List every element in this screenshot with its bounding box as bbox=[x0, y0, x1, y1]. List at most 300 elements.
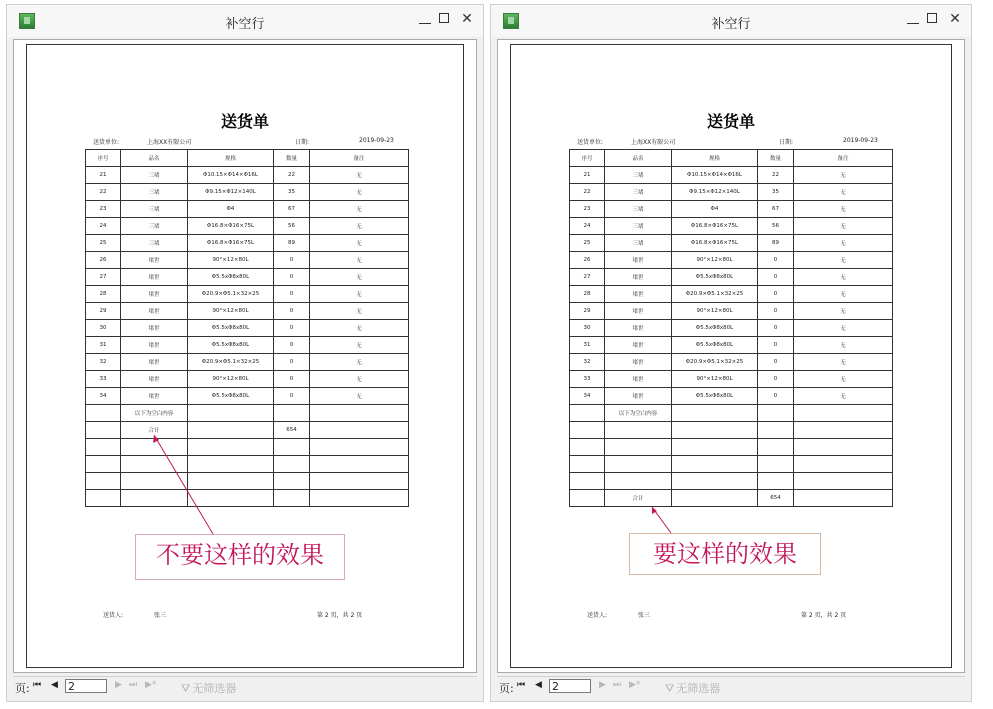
window-title: 补空行 bbox=[711, 17, 751, 32]
page-info: 第 2 页，共 2 页 bbox=[317, 612, 363, 619]
table-cell: 无 bbox=[310, 286, 409, 303]
table-cell: Φ9.15×Φ12×140L bbox=[188, 184, 274, 201]
table-cell: 90°×12×80L bbox=[672, 371, 758, 388]
column-header: 序号 bbox=[570, 150, 605, 167]
table-cell: 67 bbox=[274, 201, 310, 218]
table-cell: 29 bbox=[570, 303, 605, 320]
table-row bbox=[86, 303, 409, 320]
table-cell bbox=[274, 439, 310, 456]
table-cell: 0 bbox=[274, 337, 310, 354]
table-cell: 无 bbox=[310, 371, 409, 388]
table-cell: 无 bbox=[794, 235, 893, 252]
table-cell: 堵世 bbox=[605, 303, 672, 320]
table-cell bbox=[794, 422, 893, 439]
table-cell bbox=[188, 473, 274, 490]
table-cell: 堵世 bbox=[121, 269, 188, 286]
last-page-button[interactable]: ⏭ bbox=[129, 680, 138, 690]
table-cell: 三堵 bbox=[121, 235, 188, 252]
table-cell: 90°×12×80L bbox=[672, 252, 758, 269]
date-label: 日期: bbox=[295, 139, 310, 146]
title-bar bbox=[7, 5, 483, 37]
table-cell: 无 bbox=[794, 269, 893, 286]
table-cell: 56 bbox=[274, 218, 310, 235]
blank-note-row bbox=[86, 405, 409, 422]
table-cell: 28 bbox=[570, 286, 605, 303]
total-row bbox=[86, 422, 409, 439]
table-cell: Φ5.5xΦ8x80L bbox=[672, 320, 758, 337]
table-cell bbox=[794, 456, 893, 473]
table-cell bbox=[121, 490, 188, 507]
document-title: 送货单 bbox=[220, 112, 269, 131]
callout-not-wanted: 不要这样的效果 bbox=[135, 534, 345, 580]
table-cell bbox=[794, 439, 893, 456]
column-header: 序号 bbox=[86, 150, 121, 167]
table-cell: 33 bbox=[86, 371, 121, 388]
table-row bbox=[86, 167, 409, 184]
blank-note-cell: 以下为空白内容 bbox=[121, 405, 188, 422]
table-cell: 26 bbox=[86, 252, 121, 269]
table-cell: 33 bbox=[570, 371, 605, 388]
table-cell: Φ4 bbox=[672, 201, 758, 218]
table-cell bbox=[758, 405, 794, 422]
table-cell bbox=[758, 422, 794, 439]
table-cell: 0 bbox=[274, 303, 310, 320]
unit-value: 上海XX有限公司 bbox=[631, 139, 676, 146]
table-cell: 22 bbox=[86, 184, 121, 201]
table-cell: 0 bbox=[758, 337, 794, 354]
table-row bbox=[570, 184, 893, 201]
table-cell: Φ20.9×Φ5.1×32×25 bbox=[672, 354, 758, 371]
minimize-button[interactable] bbox=[903, 9, 923, 29]
unit-label: 送货单位: bbox=[93, 139, 120, 146]
table-cell: Φ20.9×Φ5.1×32×25 bbox=[188, 354, 274, 371]
empty-row bbox=[570, 422, 893, 439]
document-title: 送货单 bbox=[706, 112, 755, 131]
table-cell: 堵世 bbox=[121, 286, 188, 303]
table-cell bbox=[794, 473, 893, 490]
first-page-button[interactable]: ⏮ bbox=[517, 680, 526, 690]
previous-page-button[interactable]: ◀ bbox=[51, 680, 58, 690]
table-cell bbox=[274, 456, 310, 473]
table-row bbox=[86, 252, 409, 269]
table-row bbox=[570, 371, 893, 388]
table-cell: 堵世 bbox=[605, 320, 672, 337]
table-cell bbox=[570, 456, 605, 473]
close-button[interactable]: ✕ bbox=[461, 11, 473, 27]
table-header-row bbox=[86, 150, 409, 167]
table-cell bbox=[605, 439, 672, 456]
table-cell: 无 bbox=[310, 184, 409, 201]
table-cell: 堵世 bbox=[121, 388, 188, 405]
table-cell: Φ10.15×Φ14×Φ16L bbox=[188, 167, 274, 184]
table-row bbox=[86, 218, 409, 235]
table-cell: 90°×12×80L bbox=[188, 371, 274, 388]
table-row bbox=[570, 354, 893, 371]
table-cell bbox=[188, 422, 274, 439]
maximize-button[interactable] bbox=[923, 9, 943, 29]
table-cell: 三堵 bbox=[121, 184, 188, 201]
table-cell bbox=[605, 456, 672, 473]
table-cell bbox=[86, 405, 121, 422]
table-cell: 无 bbox=[310, 303, 409, 320]
table-cell: 三堵 bbox=[605, 201, 672, 218]
table-cell bbox=[310, 439, 409, 456]
next-page-button[interactable]: ▶ bbox=[599, 680, 606, 690]
table-row bbox=[570, 286, 893, 303]
table-cell bbox=[672, 473, 758, 490]
table-cell: 无 bbox=[794, 201, 893, 218]
column-header: 规格 bbox=[188, 150, 274, 167]
table-cell bbox=[188, 456, 274, 473]
table-cell: 无 bbox=[794, 354, 893, 371]
empty-row bbox=[86, 439, 409, 456]
table-cell: 无 bbox=[310, 354, 409, 371]
filter-indicator[interactable] bbox=[665, 680, 720, 696]
title-bar bbox=[491, 5, 971, 37]
table-cell bbox=[758, 456, 794, 473]
page-nav-label: 页: bbox=[15, 682, 30, 695]
table-cell: 无 bbox=[310, 201, 409, 218]
table-cell: 0 bbox=[758, 371, 794, 388]
first-page-button[interactable]: ⏮ bbox=[33, 680, 42, 690]
table-cell: 27 bbox=[86, 269, 121, 286]
table-cell: 0 bbox=[274, 371, 310, 388]
table-cell: 0 bbox=[758, 303, 794, 320]
table-cell: 无 bbox=[310, 388, 409, 405]
filter-label: 无筛选器 bbox=[676, 682, 721, 695]
table-cell: 堵世 bbox=[121, 303, 188, 320]
table-row bbox=[86, 354, 409, 371]
table-cell: 三堵 bbox=[605, 167, 672, 184]
table-row bbox=[570, 303, 893, 320]
table-row bbox=[570, 167, 893, 184]
table-cell bbox=[672, 405, 758, 422]
table-cell: 无 bbox=[794, 337, 893, 354]
table-row bbox=[86, 201, 409, 218]
table-cell: 无 bbox=[794, 371, 893, 388]
table-cell: 90°×12×80L bbox=[188, 252, 274, 269]
record-navigation-bar bbox=[497, 676, 965, 697]
callout-wanted: 要这样的效果 bbox=[629, 533, 821, 575]
table-cell: 34 bbox=[86, 388, 121, 405]
table-cell: 无 bbox=[310, 269, 409, 286]
table-cell: 32 bbox=[570, 354, 605, 371]
table-cell bbox=[758, 439, 794, 456]
table-cell: 0 bbox=[274, 286, 310, 303]
column-header: 数量 bbox=[758, 150, 794, 167]
table-cell: 堵世 bbox=[605, 388, 672, 405]
empty-row bbox=[86, 456, 409, 473]
table-cell: Φ16.8×Φ16×75L bbox=[188, 218, 274, 235]
blank-note-row bbox=[570, 405, 893, 422]
table-cell: 28 bbox=[86, 286, 121, 303]
table-row bbox=[86, 269, 409, 286]
report-preview-area[interactable] bbox=[13, 39, 477, 673]
table-cell bbox=[672, 422, 758, 439]
table-cell: 堵世 bbox=[121, 337, 188, 354]
table-cell: 0 bbox=[274, 320, 310, 337]
table-cell bbox=[310, 473, 409, 490]
table-cell: 90°×12×80L bbox=[672, 303, 758, 320]
table-cell: 25 bbox=[86, 235, 121, 252]
table-cell: Φ9.15×Φ12×140L bbox=[672, 184, 758, 201]
table-cell: 22 bbox=[570, 184, 605, 201]
funnel-icon: ⛛ bbox=[181, 682, 191, 695]
table-cell: 0 bbox=[758, 252, 794, 269]
table-cell: 22 bbox=[758, 167, 794, 184]
table-cell: 三堵 bbox=[605, 184, 672, 201]
table-cell: 0 bbox=[758, 320, 794, 337]
window-title: 补空行 bbox=[225, 17, 265, 32]
table-cell bbox=[672, 456, 758, 473]
table-row bbox=[570, 388, 893, 405]
table-cell: Φ5.5xΦ8x80L bbox=[672, 388, 758, 405]
table-cell: 三堵 bbox=[121, 218, 188, 235]
table-row bbox=[86, 337, 409, 354]
table-cell bbox=[310, 490, 409, 507]
table-cell: 31 bbox=[570, 337, 605, 354]
table-cell: 无 bbox=[310, 167, 409, 184]
table-cell: 堵世 bbox=[605, 286, 672, 303]
empty-row bbox=[86, 490, 409, 507]
table-row bbox=[570, 320, 893, 337]
table-cell bbox=[570, 490, 605, 507]
table-cell bbox=[188, 490, 274, 507]
table-cell: 堵世 bbox=[605, 337, 672, 354]
table-cell: 堵世 bbox=[605, 371, 672, 388]
page-number-input[interactable]: 2 bbox=[65, 679, 107, 693]
table-cell bbox=[86, 473, 121, 490]
table-cell: Φ16.8×Φ16×75L bbox=[188, 235, 274, 252]
table-cell bbox=[310, 405, 409, 422]
filter-label: 无筛选器 bbox=[192, 682, 237, 695]
table-cell: Φ4 bbox=[188, 201, 274, 218]
table-cell: Φ5.5xΦ8x80L bbox=[672, 337, 758, 354]
table-cell bbox=[188, 405, 274, 422]
table-cell: 堵世 bbox=[605, 252, 672, 269]
table-cell: 35 bbox=[274, 184, 310, 201]
last-page-button[interactable]: ⏭ bbox=[613, 680, 622, 690]
table-cell bbox=[86, 490, 121, 507]
table-cell bbox=[605, 473, 672, 490]
report-window-left bbox=[6, 4, 484, 702]
table-cell: 0 bbox=[758, 269, 794, 286]
total-value-cell: 654 bbox=[274, 422, 310, 439]
table-row bbox=[86, 320, 409, 337]
table-cell: 35 bbox=[758, 184, 794, 201]
table-cell: 29 bbox=[86, 303, 121, 320]
table-cell: 无 bbox=[794, 218, 893, 235]
new-record-button[interactable]: ▶* bbox=[145, 680, 157, 690]
table-cell: 0 bbox=[758, 354, 794, 371]
unit-value: 上海XX有限公司 bbox=[147, 139, 192, 146]
table-cell: 0 bbox=[274, 252, 310, 269]
new-record-button[interactable]: ▶* bbox=[629, 680, 641, 690]
table-cell: Φ20.9×Φ5.1×32×25 bbox=[188, 286, 274, 303]
table-cell: 无 bbox=[794, 388, 893, 405]
table-cell: 三堵 bbox=[605, 235, 672, 252]
table-cell: 三堵 bbox=[121, 167, 188, 184]
filter-indicator[interactable] bbox=[181, 680, 236, 696]
table-cell bbox=[274, 405, 310, 422]
table-cell bbox=[310, 456, 409, 473]
table-cell: 31 bbox=[86, 337, 121, 354]
table-cell: 21 bbox=[570, 167, 605, 184]
table-cell: 34 bbox=[570, 388, 605, 405]
table-cell: 32 bbox=[86, 354, 121, 371]
table-cell: 56 bbox=[758, 218, 794, 235]
page-number-input[interactable]: 2 bbox=[549, 679, 591, 693]
empty-row bbox=[570, 456, 893, 473]
table-cell: 27 bbox=[570, 269, 605, 286]
table-cell bbox=[86, 422, 121, 439]
table-cell bbox=[672, 490, 758, 507]
table-cell: 23 bbox=[86, 201, 121, 218]
table-cell: Φ16.8×Φ16×75L bbox=[672, 235, 758, 252]
table-row bbox=[86, 235, 409, 252]
table-cell: Φ5.5xΦ8x80L bbox=[188, 269, 274, 286]
table-cell: 堵世 bbox=[121, 371, 188, 388]
page-info: 第 2 页，共 2 页 bbox=[801, 612, 847, 619]
date-label: 日期: bbox=[779, 139, 794, 146]
total-label-cell: 合计 bbox=[121, 422, 188, 439]
table-cell bbox=[86, 456, 121, 473]
table-row bbox=[570, 269, 893, 286]
page-nav-label: 页: bbox=[499, 682, 514, 695]
table-cell: 无 bbox=[794, 303, 893, 320]
table-cell: Φ5.5xΦ8x80L bbox=[672, 269, 758, 286]
table-cell: Φ5.5xΦ8x80L bbox=[188, 337, 274, 354]
table-cell: Φ5.5xΦ8x80L bbox=[188, 320, 274, 337]
minimize-button[interactable] bbox=[415, 9, 435, 29]
table-cell: 0 bbox=[758, 286, 794, 303]
table-cell: 堵世 bbox=[605, 354, 672, 371]
table-cell: 26 bbox=[570, 252, 605, 269]
column-header: 备注 bbox=[794, 150, 893, 167]
table-cell: 无 bbox=[794, 184, 893, 201]
table-cell: 0 bbox=[274, 388, 310, 405]
table-cell: 0 bbox=[274, 269, 310, 286]
table-cell: 30 bbox=[86, 320, 121, 337]
column-header: 品名 bbox=[121, 150, 188, 167]
table-cell: 无 bbox=[310, 218, 409, 235]
unit-label: 送货单位: bbox=[577, 139, 604, 146]
sender-label: 送货人: bbox=[103, 612, 124, 619]
table-cell bbox=[794, 405, 893, 422]
blank-note-cell: 以下为空白内容 bbox=[605, 405, 672, 422]
table-cell: 无 bbox=[794, 167, 893, 184]
date-value: 2019-09-23 bbox=[359, 137, 394, 144]
table-cell: 90°×12×80L bbox=[188, 303, 274, 320]
table-cell: 24 bbox=[86, 218, 121, 235]
previous-page-button[interactable]: ◀ bbox=[535, 680, 542, 690]
table-cell: 89 bbox=[758, 235, 794, 252]
report-window-right bbox=[490, 4, 972, 702]
column-header: 数量 bbox=[274, 150, 310, 167]
table-cell bbox=[570, 405, 605, 422]
date-value: 2019-09-23 bbox=[843, 137, 878, 144]
maximize-button[interactable] bbox=[435, 9, 455, 29]
table-cell: 无 bbox=[310, 252, 409, 269]
report-page bbox=[26, 44, 464, 668]
table-row bbox=[86, 184, 409, 201]
table-cell: 21 bbox=[86, 167, 121, 184]
delivery-table bbox=[569, 149, 893, 507]
table-cell: 67 bbox=[758, 201, 794, 218]
callout-arrow bbox=[511, 45, 512, 46]
table-row bbox=[570, 201, 893, 218]
column-header: 品名 bbox=[605, 150, 672, 167]
table-row bbox=[86, 286, 409, 303]
table-cell: 无 bbox=[310, 235, 409, 252]
table-cell: 堵世 bbox=[121, 320, 188, 337]
table-row bbox=[570, 218, 893, 235]
table-cell: 无 bbox=[794, 286, 893, 303]
table-cell: Φ5.5xΦ8x80L bbox=[188, 388, 274, 405]
table-cell bbox=[758, 473, 794, 490]
table-cell: 无 bbox=[794, 252, 893, 269]
column-header: 备注 bbox=[310, 150, 409, 167]
table-cell: 堵世 bbox=[121, 354, 188, 371]
table-row bbox=[570, 337, 893, 354]
table-cell bbox=[794, 490, 893, 507]
total-row bbox=[570, 490, 893, 507]
empty-row bbox=[86, 473, 409, 490]
table-cell: Φ16.8×Φ16×75L bbox=[672, 218, 758, 235]
table-cell: 89 bbox=[274, 235, 310, 252]
report-preview-area[interactable] bbox=[497, 39, 965, 673]
empty-row bbox=[570, 473, 893, 490]
table-cell: 0 bbox=[758, 388, 794, 405]
table-cell bbox=[570, 473, 605, 490]
table-header-row bbox=[570, 150, 893, 167]
table-cell bbox=[605, 422, 672, 439]
table-cell: 23 bbox=[570, 201, 605, 218]
sender-name: 张三 bbox=[638, 612, 651, 619]
next-page-button[interactable]: ▶ bbox=[115, 680, 122, 690]
table-cell: 22 bbox=[274, 167, 310, 184]
table-row bbox=[570, 252, 893, 269]
table-cell bbox=[672, 439, 758, 456]
table-cell: Φ20.9×Φ5.1×32×25 bbox=[672, 286, 758, 303]
table-cell bbox=[570, 439, 605, 456]
table-row bbox=[86, 371, 409, 388]
table-cell: 堵世 bbox=[121, 252, 188, 269]
empty-row bbox=[570, 439, 893, 456]
table-cell: Φ10.15×Φ14×Φ16L bbox=[672, 167, 758, 184]
table-cell: 无 bbox=[794, 320, 893, 337]
table-cell: 24 bbox=[570, 218, 605, 235]
report-page bbox=[510, 44, 952, 668]
table-cell: 三堵 bbox=[121, 201, 188, 218]
column-header: 规格 bbox=[672, 150, 758, 167]
table-cell: 无 bbox=[310, 337, 409, 354]
sender-name: 张三 bbox=[154, 612, 167, 619]
table-row bbox=[570, 235, 893, 252]
sender-label: 送货人: bbox=[587, 612, 608, 619]
table-cell: 三堵 bbox=[605, 218, 672, 235]
table-cell: 25 bbox=[570, 235, 605, 252]
table-cell: 0 bbox=[274, 354, 310, 371]
close-button[interactable]: ✕ bbox=[949, 11, 961, 27]
table-cell bbox=[274, 473, 310, 490]
table-cell bbox=[86, 439, 121, 456]
table-row bbox=[86, 388, 409, 405]
total-value-cell: 654 bbox=[758, 490, 794, 507]
table-cell bbox=[310, 422, 409, 439]
table-cell: 30 bbox=[570, 320, 605, 337]
table-cell bbox=[274, 490, 310, 507]
